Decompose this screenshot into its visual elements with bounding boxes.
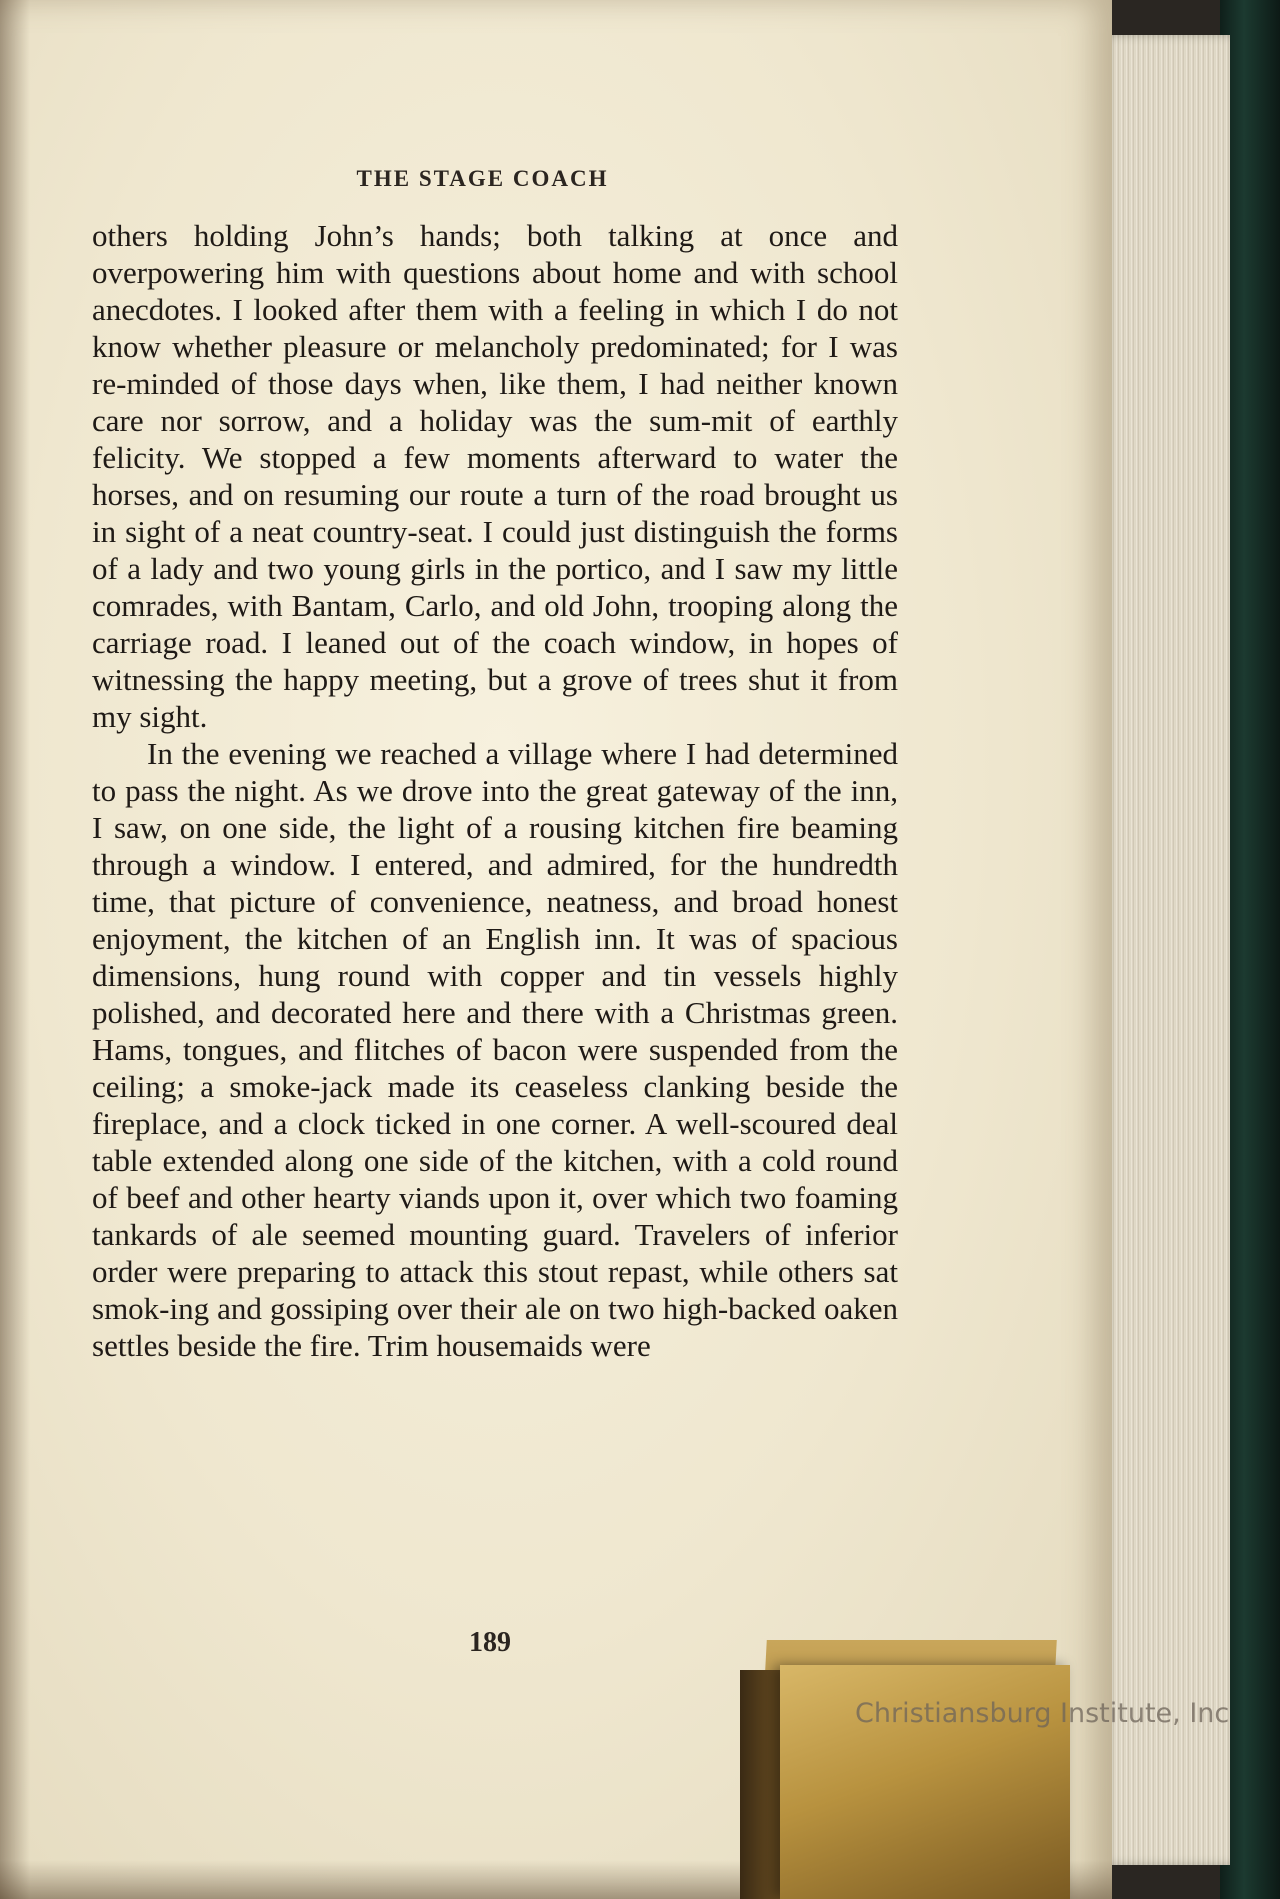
paragraph-1: others holding John’s hands; both talking at once and overpowering him with questions about home and with school anecdotes. I looked after them with a feeling in which I do not know whether pleasure or melancholy predominated; for I was re-minded of those days when, like them, I had neither known care nor sorrow, and a holiday was the sum-mit of earthly felicity. We stopped a few moments afterward to water the horses, and on resuming our route a turn of the road brought us in sight of a neat country-seat. I could just distinguish the forms of a lady and two young girls in the portico, and I saw my little comrades, with Bantam, Carlo, and old John, trooping along the carriage road. I leaned out of the coach window, in hopes of witnessing the happy meeting, but a grove of trees shut it from my sight. [92,218,898,734]
watermark: Christiansburg Institute, Inc [855,1698,1230,1729]
body-text [92,217,898,1364]
page-number: 189 [469,1627,511,1658]
stand-shadow [740,1670,780,1899]
paragraph-2: In the evening we reached a village where I had determined to pass the night. As we drove into the great gateway of the inn, I saw, on one side, the light of a rousing kitchen fire beaming through a window. I entered, and admired, for the hundredth time, that picture of convenience, neatness, and broad honest enjoyment, the kitchen of an English inn. It was of spacious dimensions, hung round with copper and tin vessels highly polished, and decorated here and there with a Christmas green. Hams, tongues, and flitches of bacon were suspended from the ceiling; a smoke-jack made its ceaseless clanking beside the fireplace, and a clock ticked in one corner. A well-scoured deal table extended along one side of the kitchen, with a cold round of beef and other hearty viands upon it, over which two foaming tankards of ale seemed mounting guard. Travelers of inferior order were preparing to attack this stout repast, while others sat smok-ing and gossiping over their ale on two high-backed oaken settles beside the fire. Trim housemaids were [92,736,898,1363]
page-edges [1100,35,1230,1865]
running-head: THE STAGE COACH [356,166,609,191]
book-stand [740,1640,1070,1899]
gutter-shadow [0,0,30,1899]
